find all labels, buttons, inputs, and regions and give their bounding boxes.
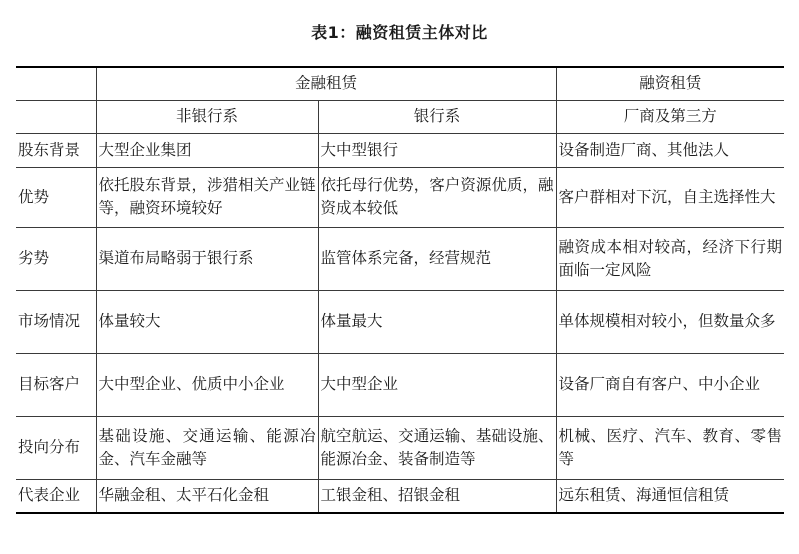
header-col-manufacturer: 厂商及第三方 (556, 100, 784, 133)
cell-manufacturer: 远东租赁、海通恒信租赁 (556, 479, 784, 513)
cell-nonbank: 华融金租、太平石化金租 (96, 479, 318, 513)
header-row-columns (16, 100, 784, 133)
comparison-table (16, 66, 784, 514)
row-label: 股东背景 (16, 133, 96, 167)
row-label: 优势 (16, 167, 96, 227)
cell-bank: 依托母行优势，客户资源优质，融资成本较低 (318, 167, 556, 227)
cell-nonbank: 大型企业集团 (96, 133, 318, 167)
row-label: 投向分布 (16, 416, 96, 479)
cell-nonbank: 大中型企业、优质中小企业 (96, 353, 318, 416)
cell-bank: 大中型企业 (318, 353, 556, 416)
cell-bank: 工银金租、招银金租 (318, 479, 556, 513)
table-title: 表1：融资租赁主体对比 (311, 23, 488, 42)
cell-nonbank: 依托股东背景，涉猎相关产业链等，融资环境较好 (96, 167, 318, 227)
table-row (16, 479, 784, 513)
table-row (16, 133, 784, 167)
table-row (16, 227, 784, 290)
table-row (16, 167, 784, 227)
cell-manufacturer: 融资成本相对较高，经济下行期面临一定风险 (556, 227, 784, 290)
cell-nonbank: 基础设施、交通运输、能源冶金、汽车金融等 (96, 416, 318, 479)
cell-nonbank: 渠道布局略弱于银行系 (96, 227, 318, 290)
header-corner-cell (16, 100, 96, 133)
cell-bank: 航空航运、交通运输、基础设施、能源冶金、装备制造等 (318, 416, 556, 479)
table-row (16, 290, 784, 353)
cell-manufacturer: 客户群相对下沉，自主选择性大 (556, 167, 784, 227)
table-row (16, 353, 784, 416)
cell-nonbank: 体量较大 (96, 290, 318, 353)
cell-manufacturer: 设备厂商自有客户、中小企业 (556, 353, 784, 416)
cell-manufacturer: 设备制造厂商、其他法人 (556, 133, 784, 167)
cell-bank: 体量最大 (318, 290, 556, 353)
row-label: 劣势 (16, 227, 96, 290)
row-label: 市场情况 (16, 290, 96, 353)
cell-bank: 大中型银行 (318, 133, 556, 167)
cell-bank: 监管体系完备，经营规范 (318, 227, 556, 290)
row-label: 代表企业 (16, 479, 96, 513)
header-group-finance-lease: 金融租赁 (96, 67, 556, 100)
header-group-financing-lease: 融资租赁 (556, 67, 784, 100)
table-row (16, 416, 784, 479)
cell-manufacturer: 单体规模相对较小，但数量众多 (556, 290, 784, 353)
header-col-bank: 银行系 (318, 100, 556, 133)
cell-manufacturer: 机械、医疗、汽车、教育、零售等 (556, 416, 784, 479)
header-row-groups (16, 67, 784, 100)
header-col-nonbank: 非银行系 (96, 100, 318, 133)
header-corner-cell (16, 67, 96, 100)
row-label: 目标客户 (16, 353, 96, 416)
